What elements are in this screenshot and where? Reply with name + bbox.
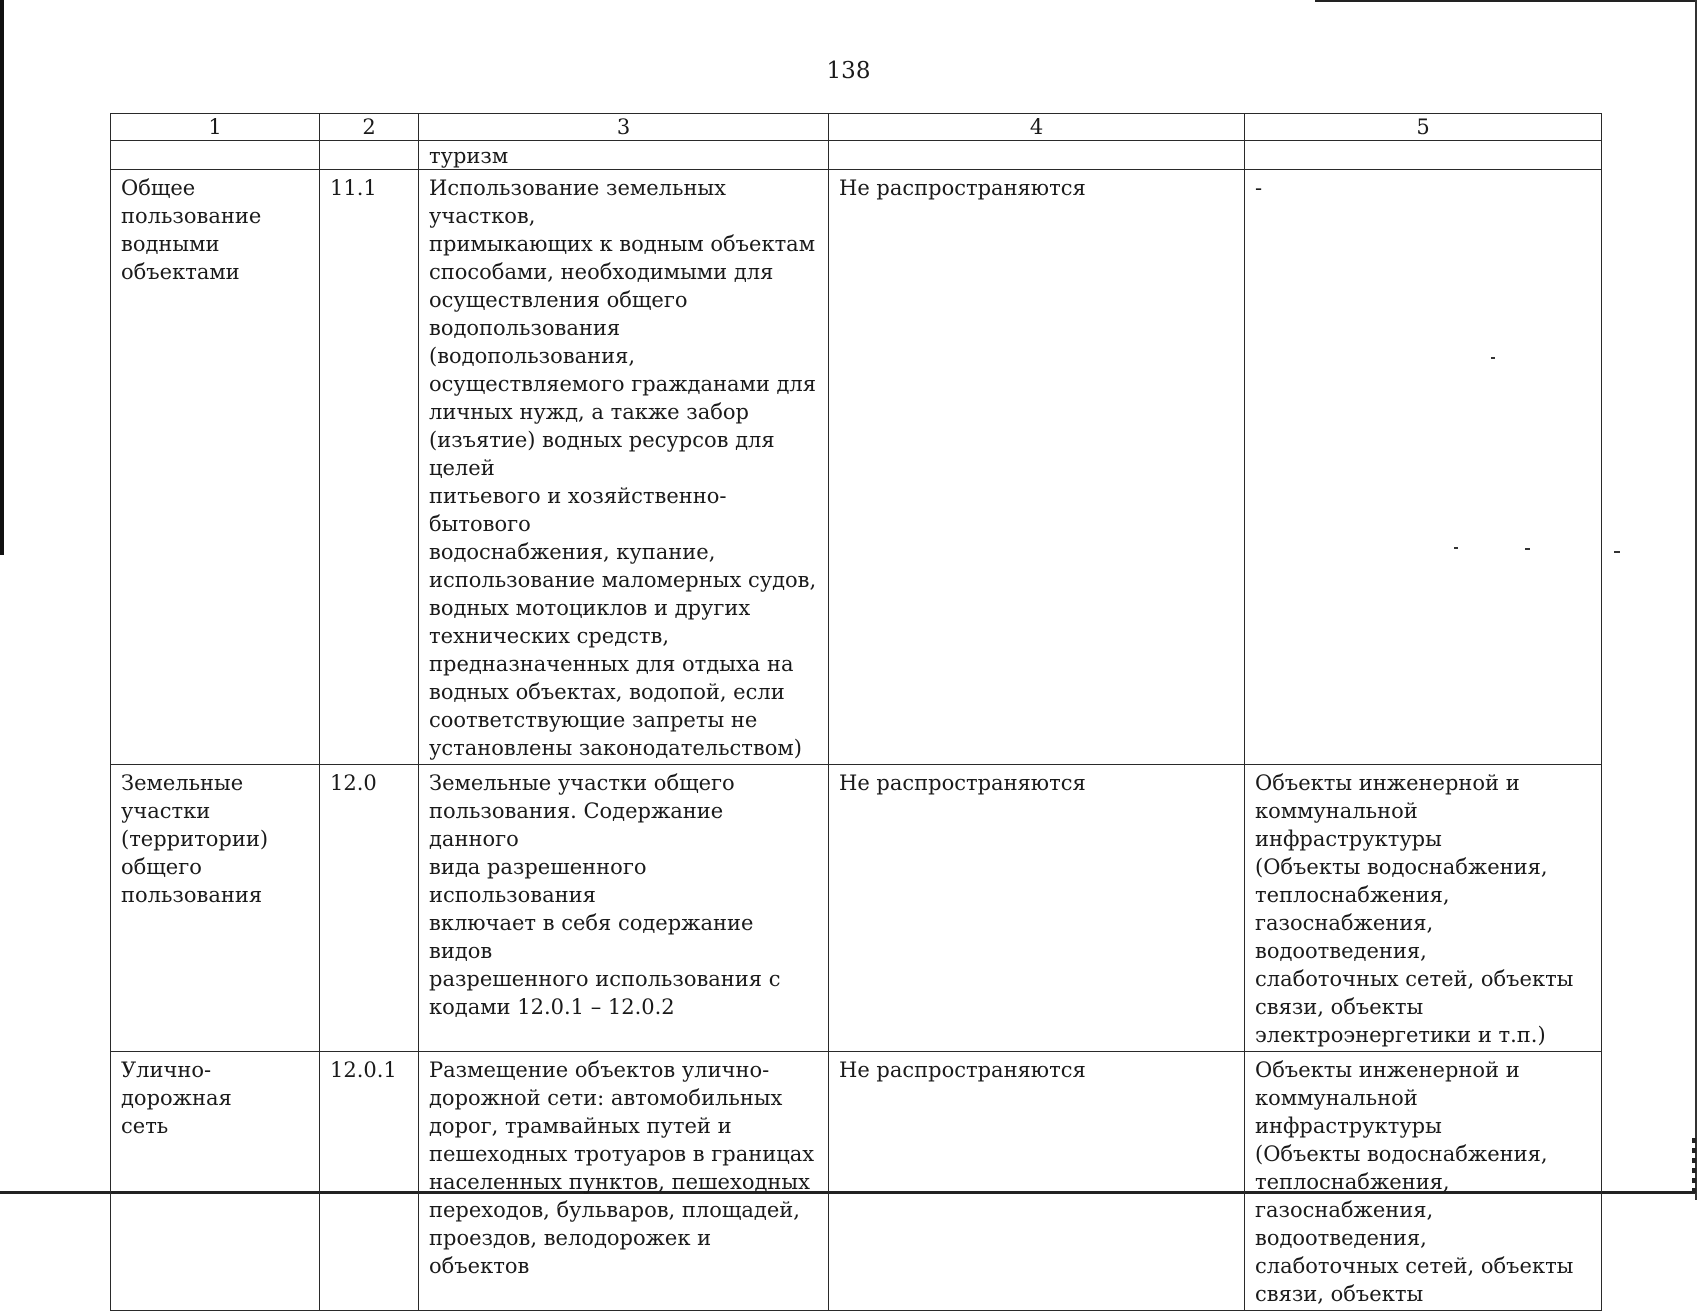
table-cell-description: Земельные участки общего пользования. Содержание данного вида разрешенного использования включает в себя содержание видов разрешенного использования с кодами 12.0.1 – 12.0.2	[419, 765, 829, 1052]
page-number: 138	[826, 58, 871, 84]
table-cell-objects: Объекты инженерной и коммунальной инфраструктуры (Объекты водоснабжения, теплоснабжения, газоснабжения, водоотведения, слаботочных сетей, объекты связи, объекты электроэнергетики и т.п.)	[1245, 765, 1602, 1052]
column-header: 5	[1245, 114, 1602, 141]
table-cell-restrictions: Не распространяются	[829, 170, 1245, 765]
table-row	[111, 170, 1602, 765]
table-cell-objects: Объекты инженерной и коммунальной инфраструктуры (Объекты водоснабжения, теплоснабжения, газоснабжения, водоотведения, слаботочных сетей, объекты связи, объекты	[1245, 1052, 1602, 1311]
table-cell-restrictions: Не распространяются	[829, 1052, 1245, 1311]
table-cell-objects: -	[1245, 170, 1602, 765]
table-cell-code: 12.0	[320, 765, 419, 1052]
table-cell	[111, 141, 320, 170]
column-header: 2	[320, 114, 419, 141]
table-row	[111, 765, 1602, 1052]
table-cell-description: Использование земельных участков, примыкающих к водным объектам способами, необходимыми для осуществления общего водопользования (водопользования, осуществляемого гражданами для личных нужд, а также забор (изъятие) водных ресурсов для целей питьевого и хозяйственно-бытового водоснабжения, купание, использование маломерных судов, водных мотоциклов и других технических средств, предназначенных для отдыха на водных объектах, водопой, если соответствующие запреты не установлены законодательством)	[419, 170, 829, 765]
zoning-table	[110, 113, 1602, 1311]
table-cell-restrictions: Не распространяются	[829, 765, 1245, 1052]
table-header-row	[111, 114, 1602, 141]
table-row	[111, 1052, 1602, 1311]
table-cell	[1245, 141, 1602, 170]
table-cell-description: туризм	[419, 141, 829, 170]
column-header: 4	[829, 114, 1245, 141]
table-cell-name: Улично-дорожная сеть	[111, 1052, 320, 1311]
table-row-continuation	[111, 141, 1602, 170]
table-cell	[320, 141, 419, 170]
table-cell	[829, 141, 1245, 170]
column-header: 3	[419, 114, 829, 141]
scan-dots-mark	[1692, 1138, 1696, 1193]
table-cell-code: 11.1	[320, 170, 419, 765]
table-cell-description: Размещение объектов улично- дорожной сети: автомобильных дорог, трамвайных путей и пешеходных тротуаров в границах населенных пунктов, пешеходных переходов, бульваров, площадей, проездов, велодорожек и объектов	[419, 1052, 829, 1311]
column-header: 1	[111, 114, 320, 141]
table-cell-code: 12.0.1	[320, 1052, 419, 1311]
scan-speck	[1614, 551, 1620, 553]
scan-border-top	[1315, 0, 1697, 2]
table-cell-name: Земельные участки (территории) общего пользования	[111, 765, 320, 1052]
table-cell-name: Общее пользование водными объектами	[111, 170, 320, 765]
